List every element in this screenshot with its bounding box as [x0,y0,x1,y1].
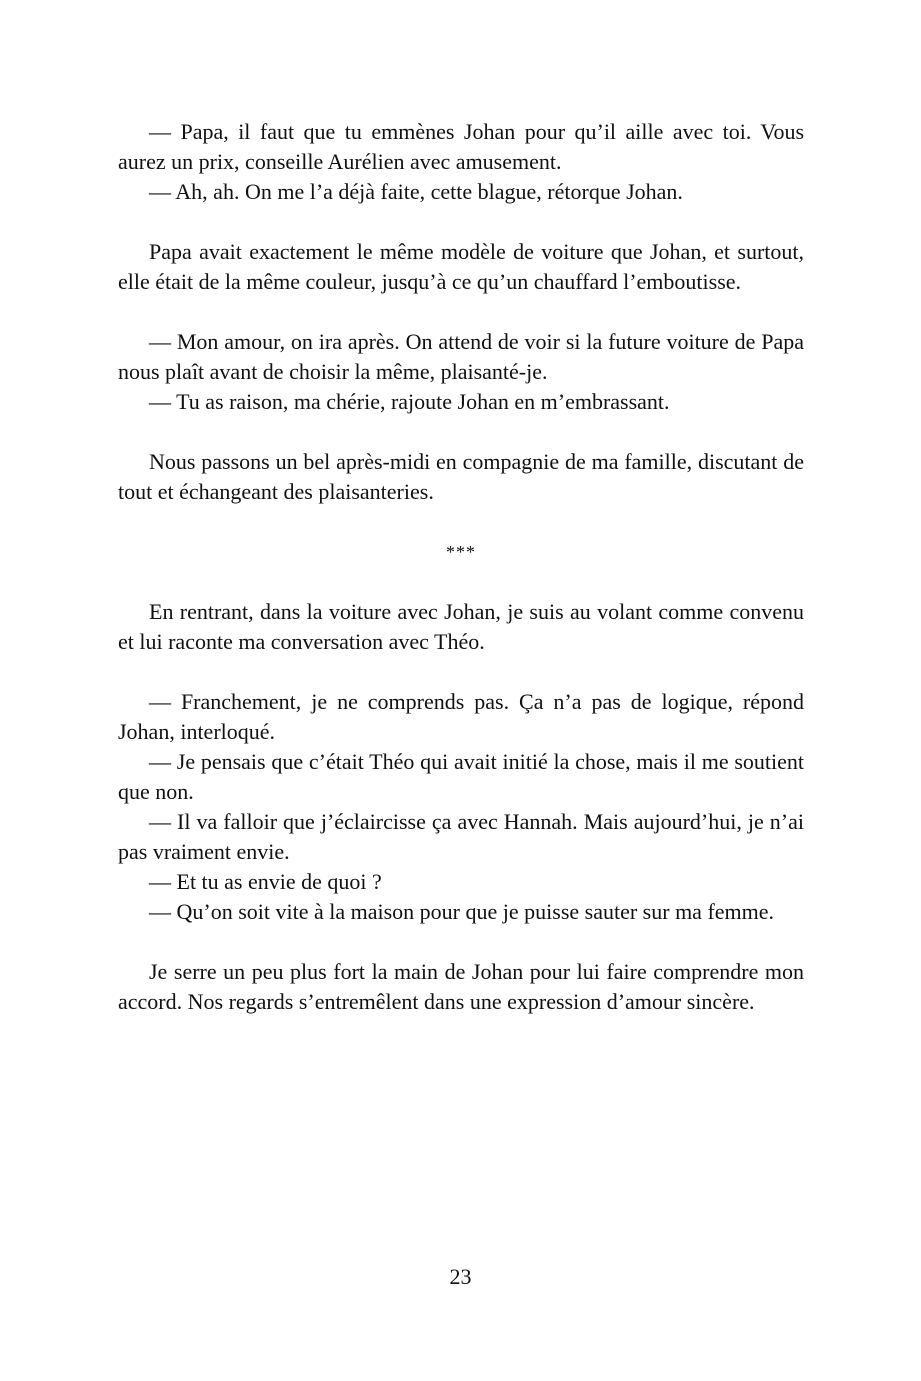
dialogue-line: — Mon amour, on ira après. On attend de voir si la future voiture de Papa nous plaît avant de choisir la même, plaisanté-je. [118,329,804,384]
scene-separator: *** [446,542,476,562]
paragraph-gap [118,927,804,957]
paragraph-gap [118,567,804,597]
dialogue-line: — Je pensais que c’était Théo qui avait initié la chose, mais il me soutient que non. [118,749,804,804]
page-body [118,117,804,1017]
narration-paragraph: Je serre un peu plus fort la main de Johan pour lui faire comprendre mon accord. Nos regards s’entremêlent dans une expression d’amour sincère. [118,959,804,1014]
dialogue-line: — Qu’on soit vite à la maison pour que je puisse sauter sur ma femme. [149,899,775,924]
dialogue-line: — Ah, ah. On me l’a déjà faite, cette blague, rétorque Johan. [149,179,683,204]
dialogue-line: — Franchement, je ne comprends pas. Ça n’a pas de logique, répond Johan, interloqué. [118,689,804,744]
dialogue-line: — Il va falloir que j’éclaircisse ça avec Hannah. Mais aujourd’hui, je n’ai pas vraiment envie. [118,809,804,864]
paragraph-gap [118,297,804,327]
narration-paragraph: Papa avait exactement le même modèle de voiture que Johan, et surtout, elle était de la même couleur, jusqu’à ce qu’un chauffard l’emboutisse. [118,239,804,294]
narration-paragraph: En rentrant, dans la voiture avec Johan, je suis au volant comme convenu et lui raconte ma conversation avec Théo. [118,599,804,654]
paragraph-gap [118,507,804,537]
narration-paragraph: Nous passons un bel après-midi en compagnie de ma famille, discutant de tout et échangeant des plaisanteries. [118,449,804,504]
paragraph-gap [118,657,804,687]
page-number: 23 [449,1264,472,1289]
dialogue-line: — Tu as raison, ma chérie, rajoute Johan en m’embrassant. [149,389,670,414]
paragraph-gap [118,417,804,447]
dialogue-line: — Et tu as envie de quoi ? [149,869,382,894]
paragraph-gap [118,207,804,237]
dialogue-line: — Papa, il faut que tu emmènes Johan pour qu’il aille avec toi. Vous aurez un prix, conseille Aurélien avec amusement. [118,119,804,174]
